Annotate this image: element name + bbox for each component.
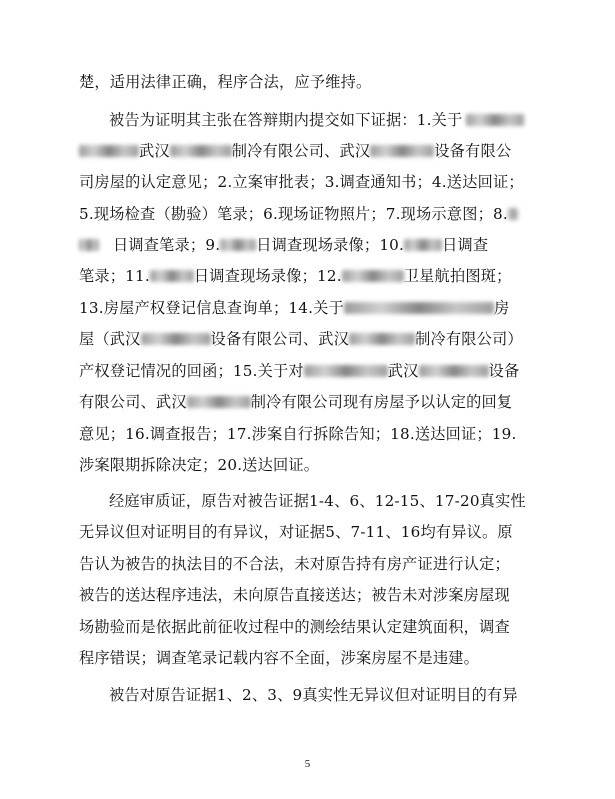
text-line: 被告的送达程序违法，未向原告直接送达；被告未对涉案房屋现 (79, 586, 510, 604)
redaction (220, 239, 256, 251)
redaction (170, 145, 232, 157)
text-line: 武汉 制冷有限公司、武汉 设备有限公 (79, 141, 541, 161)
redaction (404, 239, 442, 251)
text-line: 司房屋的认定意见；2.立案审批表；3.调查通知书；4.送达回证； (79, 173, 524, 191)
text-line: 被告为证明其主张在答辩期内提交如下证据：1.关于 (109, 110, 541, 130)
page-number: 5 (304, 758, 311, 770)
redaction (419, 365, 489, 377)
text-line: 13.房屋产权登记信息查询单；14.关于 房 (79, 299, 510, 317)
redaction (349, 333, 415, 345)
text-line: 无异议但对证明目的有异议，对证据5、7-11、16均有异议。原 (79, 523, 513, 541)
redaction (79, 145, 139, 157)
text-line: 楚，适用法律正确，程序合法，应予维持。 (79, 73, 372, 91)
text-line: 场勘验而是依据此前征收过程中的测绘结果认定建筑面积，调查 (79, 618, 510, 636)
text-line: 被告对原告证据1、2、3、9真实性无异议但对证明目的有异 (109, 686, 518, 704)
text-line: 程序错误；调查笔录记载内容不全面，涉案房屋不是违建。 (79, 649, 480, 667)
redaction (370, 145, 434, 157)
redaction (508, 208, 518, 220)
text-line: 有限公司、武汉 制冷有限公司现有房屋予以认定的回复 (79, 393, 513, 411)
text-line: 意见；16.调查报告；17.涉案自行拆除告知；18.送达回证；19. (79, 425, 517, 443)
redaction (187, 396, 251, 408)
redaction (141, 333, 211, 345)
text-line: 告认为被告的执法目的不合法，未对原告持有房产证进行认定； (79, 555, 510, 573)
text-line: 经庭审质证，原告对被告证据1-4、6、12-15、17-20真实性 (109, 492, 526, 510)
text-line: 产权登记情况的回函；15.关于对 武汉 设备 (79, 362, 520, 380)
redaction (150, 270, 194, 282)
redaction (342, 270, 404, 282)
redaction (466, 114, 524, 126)
redaction (304, 365, 388, 377)
text-line: 日调查笔录；9. 日调查现场录像；10. 日调查 (79, 235, 541, 255)
text-line: 笔录；11. 日调查现场录像；12. 卫星航拍图斑； (79, 267, 512, 285)
redaction (344, 302, 494, 314)
text-line: 涉案限期拆除决定；20.送达回证。 (79, 456, 320, 474)
text-line: 屋（武汉 设备有限公司、武汉 制冷有限公司） (79, 330, 523, 348)
redaction (79, 239, 99, 251)
text-line: 5.现场检查（勘验）笔录；6.现场证物照片；7.现场示意图；8. (79, 204, 541, 224)
